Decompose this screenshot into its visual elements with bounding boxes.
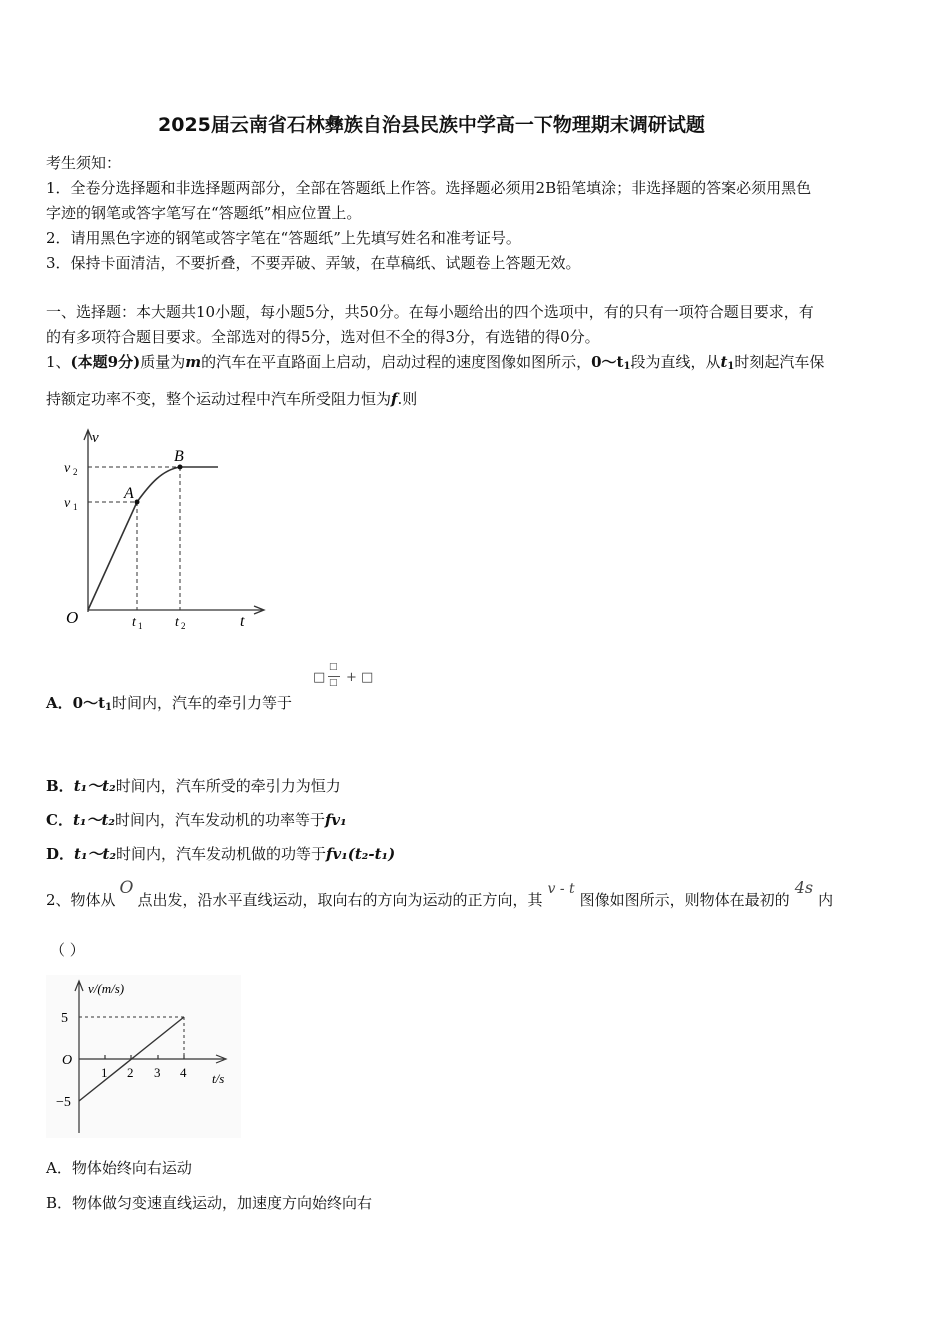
q2-axis-t-label: t/s	[212, 1071, 225, 1086]
q2-tick-3: 3	[154, 1065, 161, 1080]
q1-label-t2: t	[175, 615, 179, 630]
notice-line-1a: 1．全卷分选择题和非选择题两部分，全部在答题纸上作答。选择题必须用2B铅笔填涂；非选择题的答案必须用黑色	[46, 179, 812, 197]
q2-tick-5: 5	[61, 1011, 68, 1026]
q1-point-a	[135, 500, 140, 505]
q2-option-a: A．物体始终向右运动	[46, 1159, 192, 1177]
q1-option-b: B．t₁～t₂时间内，汽车所受的牵引力为恒力	[46, 777, 341, 795]
q1-velocity-time-graph	[58, 420, 278, 635]
notice-heading: 考生须知：	[46, 154, 122, 172]
q1-stem-line-2: 持额定功率不变，整个运动过程中汽车所受阻力恒为f.则	[46, 390, 418, 408]
svg-text:1: 1	[138, 621, 143, 631]
page-title: 2025届云南省石林彝族自治县民族中学高一下物理期末调研试题	[158, 114, 705, 136]
q1-score: (本题9分)	[70, 353, 141, 371]
q1-number: 1、	[46, 353, 71, 371]
q1-label-v2: v	[64, 461, 71, 476]
q2-stem-line-1: 2、物体从O点出发，沿水平直线运动，取向右的方向为运动的正方向，其v - t图像如图所示，则物体在最初的4s内	[46, 878, 834, 909]
notice-line-2: 2．请用黑色字迹的钢笔或答字笔在“答题纸”上先填写姓名和准考证号。	[46, 229, 521, 247]
q2-option-b: B．物体做匀变速直线运动，加速度方向始终向右	[46, 1194, 373, 1212]
q1-option-c: C．t₁～t₂时间内，汽车发动机的功率等于fv₁	[46, 811, 347, 829]
svg-text:2: 2	[181, 621, 186, 631]
q2-time: 4s	[794, 878, 814, 897]
q2-answer-blank: （ ）	[50, 941, 85, 959]
q2-vt-symbol: v - t	[547, 881, 575, 897]
section-line-2: 的有多项符合题目要求。全部选对的得5分，选对但不全的得3分，有选错的得0分。	[46, 328, 600, 346]
notice-line-1b: 字迹的钢笔或答字笔写在“答题纸”相应位置上。	[46, 204, 362, 222]
q1-label-origin: O	[66, 608, 79, 627]
q1-stem-line-1: 1、(本题9分)质量为m的汽车在平直路面上启动，启动过程的速度图像如图所示，$0\sim t_1$段为直线，从$t_1$时刻起汽车保	[46, 353, 825, 372]
q1-linear-segment	[88, 502, 137, 610]
notice-line-3: 3．保持卡面清洁，不要折叠，不要弄破、弄皱，在草稿纸、试题卷上答题无效。	[46, 254, 581, 272]
q2-point-o: O	[119, 878, 134, 898]
q1-point-b	[178, 465, 183, 470]
q1-option-d: D．t₁～t₂时间内，汽车发动机做的功等于fv₁(t₂-t₁)	[46, 845, 396, 863]
q1-mass-symbol: m	[185, 353, 202, 371]
q2-tick-1: 1	[101, 1065, 108, 1080]
q1-label-t1: t	[132, 615, 136, 630]
q1-curve-segment	[137, 467, 180, 502]
q2-tick-2: 2	[127, 1065, 134, 1080]
q1-label-a: A	[124, 485, 134, 502]
q2-velocity-time-graph	[46, 975, 241, 1138]
q1-label-b: B	[174, 448, 184, 465]
q1-option-a: A．$0\sim t_1$时间内，汽车的牵引力等于	[46, 694, 292, 713]
svg-text:2: 2	[73, 467, 78, 477]
q2-tick-origin: O	[62, 1053, 73, 1068]
q2-axis-v-label: v/(m/s)	[88, 981, 125, 996]
q2-tick-neg5: −5	[56, 1095, 71, 1110]
section-line-1: 一、选择题：本大题共10小题，每小题5分，共50分。在每小题给出的四个选项中，有的只有一项符合题目要求，有	[46, 303, 814, 321]
q1-formula: □ □ □ + □	[313, 662, 374, 688]
q1-label-v1: v	[64, 496, 71, 511]
q2-tick-4: 4	[180, 1065, 187, 1080]
q1-axis-v: v	[92, 430, 99, 446]
q1-axis-t: t	[240, 613, 245, 630]
svg-text:1: 1	[73, 502, 78, 512]
